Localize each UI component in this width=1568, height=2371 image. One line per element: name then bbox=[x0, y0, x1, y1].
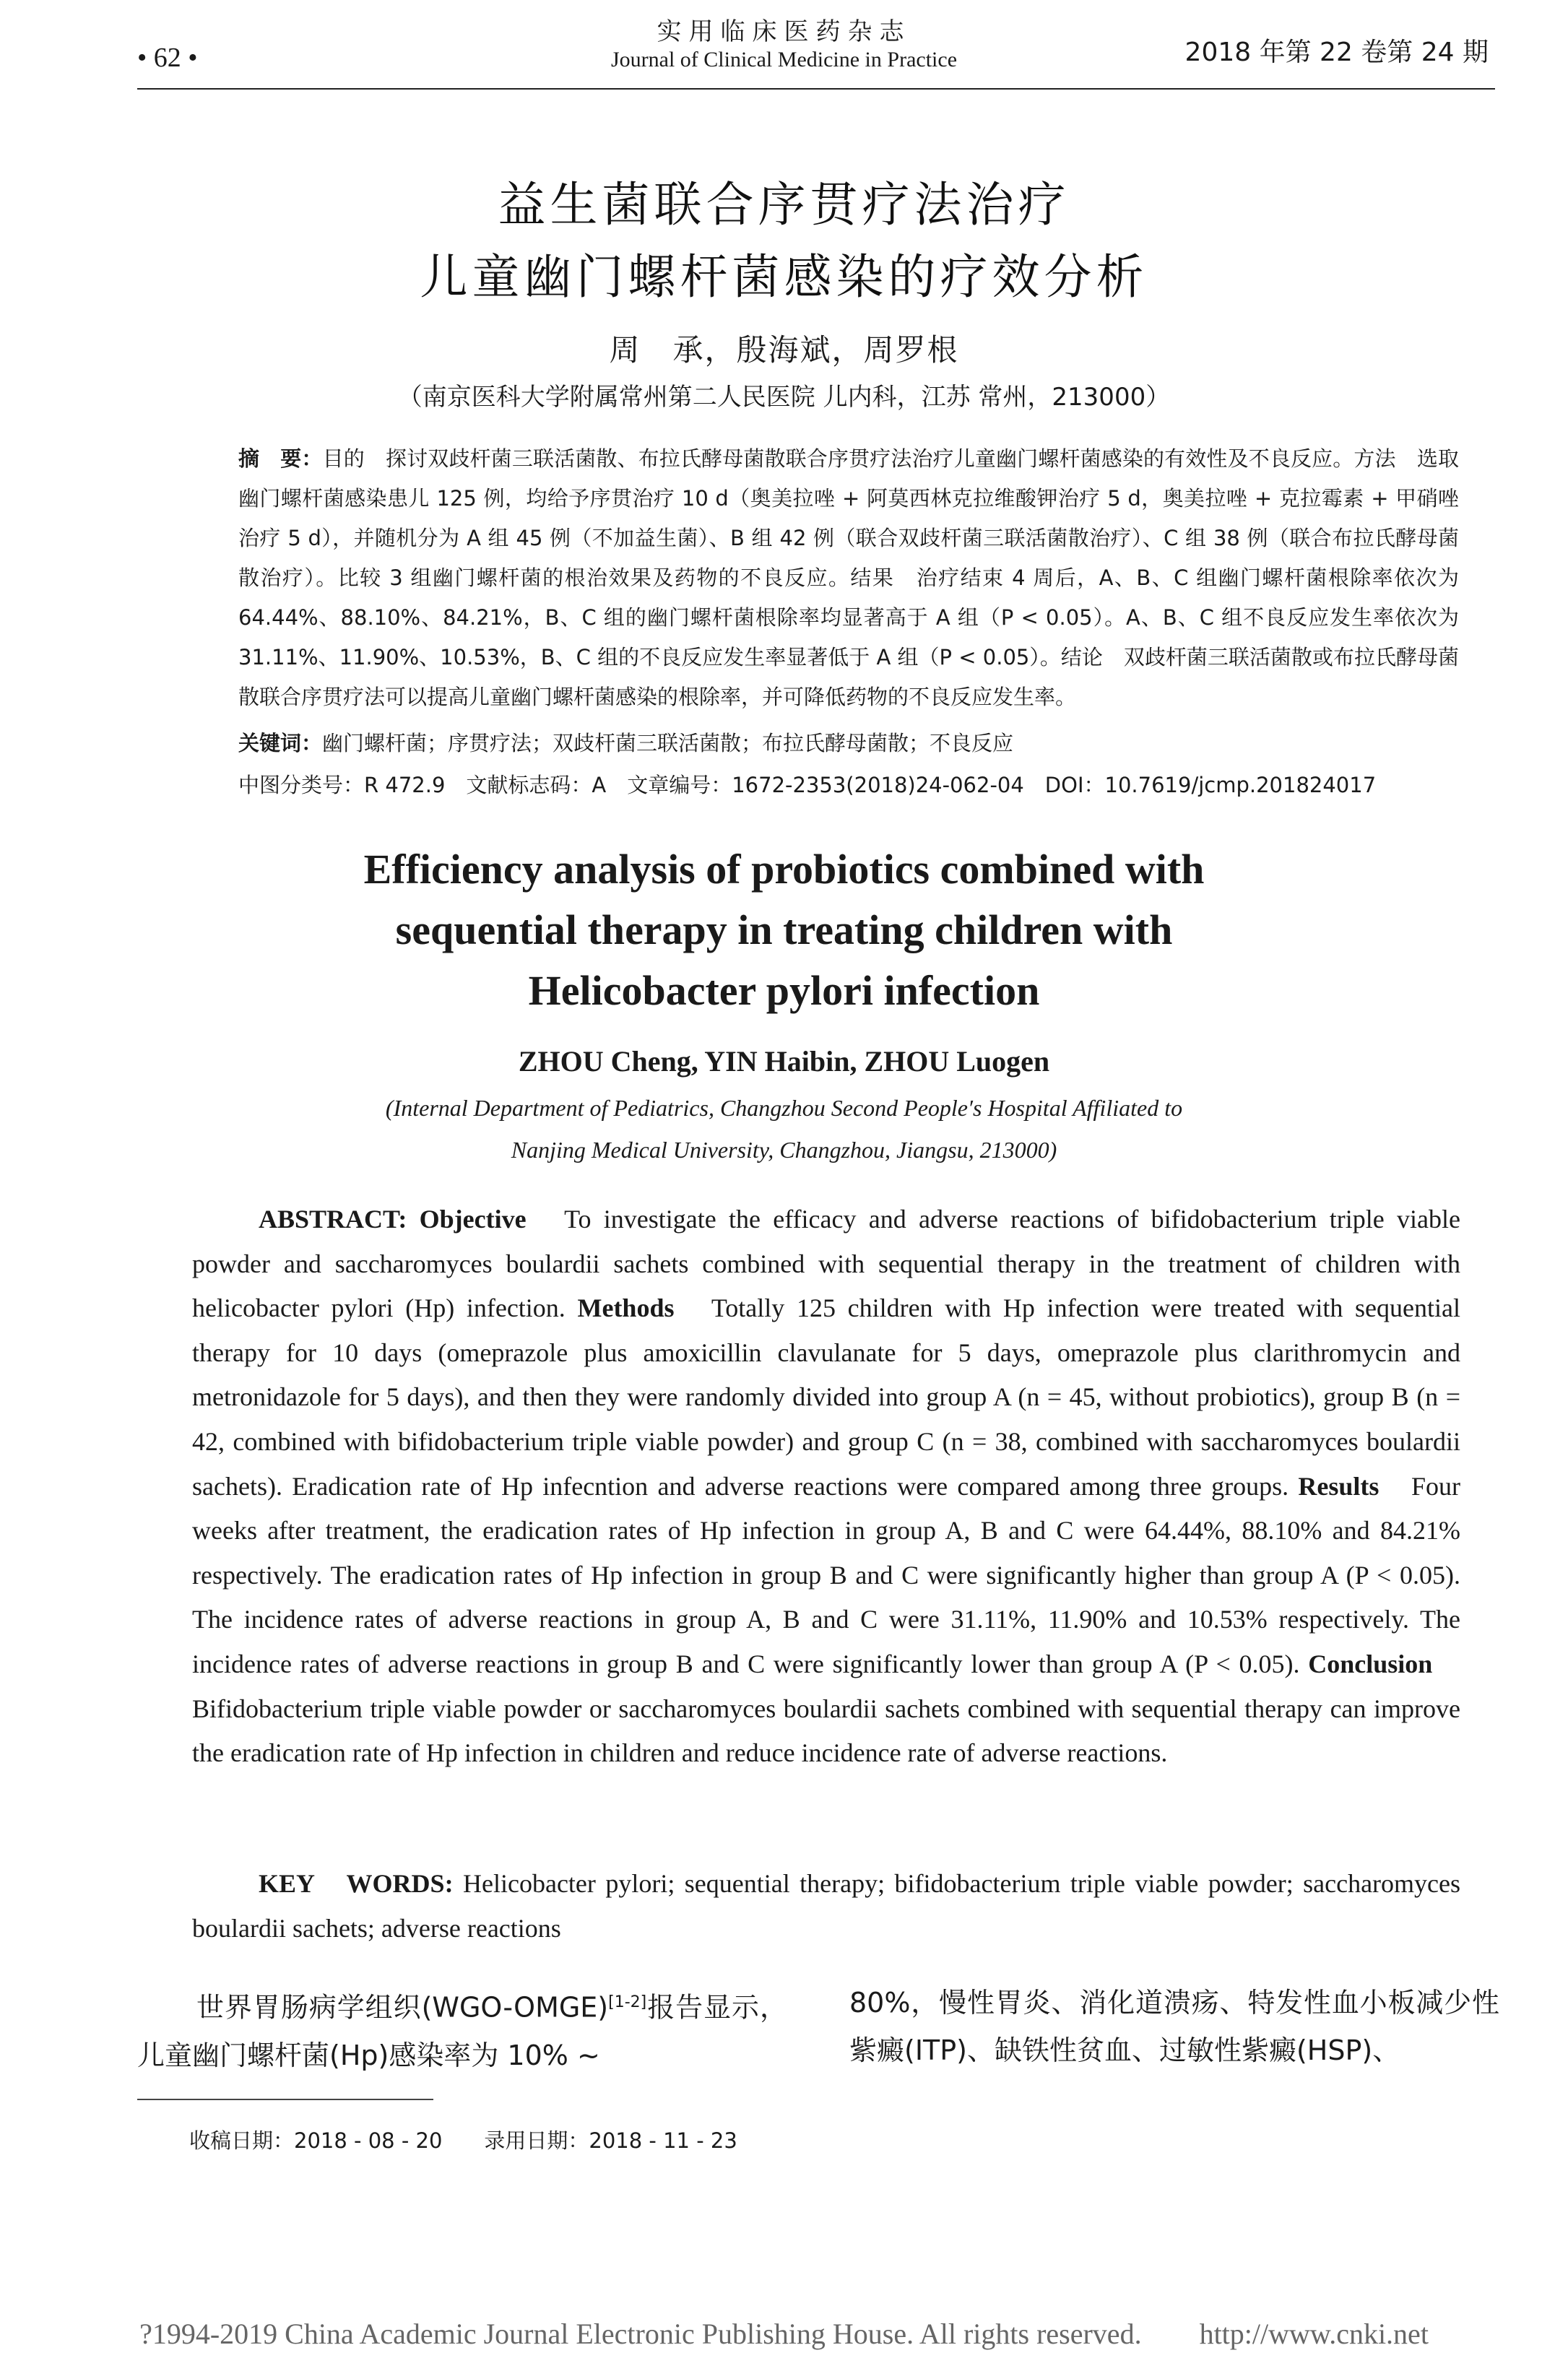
title-en-line3: Helicobacter pylori infection bbox=[528, 967, 1040, 1014]
keywords-cn-text: 幽门螺杆菌；序贯疗法；双歧杆菌三联活菌散；布拉氏酵母菌散；不良反应 bbox=[322, 731, 1014, 755]
title-cn-line1: 益生菌联合序贯疗法治疗 bbox=[498, 177, 1070, 233]
keywords-en bbox=[192, 1862, 1460, 1951]
conclusion-text: Bifidobacterium triple viable powder or saccharomyces boulardii sachets combined with sequential therapy can improve the eradication rate of Hp infection in children and reduce incidence rate of adverse reactions. bbox=[192, 1649, 1460, 1768]
results-text: Four weeks after treatment, the eradication rates of Hp infection in group A, B and C were 64.44%, 88.10% and 84.21% respectively. The eradication rates of Hp infection in group B and C were significantly higher than group A (P < 0.05). The incidence rates of adverse reactions in group A, B and C were 31.11%, 11.90% and 10.53% respectively. The incidence rates of adverse reactions in group B and C were significantly lower than group A (P < 0.05). bbox=[192, 1471, 1460, 1678]
results-label: Results bbox=[1298, 1471, 1379, 1501]
journal-name-en: Journal of Clinical Medicine in Practice bbox=[610, 48, 958, 71]
authors-cn: 周 承，殷海斌，周罗根 bbox=[609, 332, 959, 368]
received-accepted-dates: 收稿日期：2018 - 08 - 20 录用日期：2018 - 11 - 23 bbox=[189, 2128, 737, 2153]
keywords-cn bbox=[238, 724, 1459, 763]
affiliation-en-line1: (Internal Department of Pediatrics, Changzhou Second People′s Hospital Affiliated to bbox=[385, 1095, 1183, 1121]
authors-en: ZHOU Cheng, YIN Haibin, ZHOU Luogen bbox=[518, 1045, 1050, 1078]
methods-label: Methods bbox=[577, 1293, 675, 1323]
abstract-en-label: ABSTRACT: bbox=[259, 1205, 420, 1234]
objective-text: To investigate the efficacy and adverse reactions of bifidobacterium triple viable powder and saccharomyces boulardii sachets combined with sequential therapy in the treatment of children with helicobacter pylori (Hp) infection. bbox=[192, 1205, 1460, 1323]
body-left-text-a: 世界胃肠病学组织(WGO-OMGE) bbox=[196, 1991, 609, 2024]
keywords-en-label: KEY WORDS: bbox=[259, 1869, 464, 1898]
body-column-left bbox=[137, 1979, 787, 2079]
abstract-en bbox=[192, 1197, 1460, 1776]
keywords-en-text: Helicobacter pylori; sequential therapy; bifidobacterium triple viable powder; saccharomyces boulardii sachets; adverse reactions bbox=[192, 1869, 1461, 1943]
page-number: • 62 • bbox=[137, 43, 198, 73]
title-en-line2: sequential therapy in treating children with bbox=[395, 906, 1173, 953]
body-left-text-b: 报告显示，儿童幽门螺杆菌(Hp)感染率为 10% ~ bbox=[137, 1991, 787, 2071]
citation[interactable]: [1-2] bbox=[608, 1993, 647, 2011]
title-cn-line2: 儿童幽门螺杆菌感染的疗效分析 bbox=[420, 249, 1148, 305]
keywords-cn-label: 关键词： bbox=[238, 731, 323, 755]
conclusion-label: Conclusion bbox=[1308, 1649, 1433, 1678]
methods-text: Totally 125 children with Hp infection were treated with sequential therapy for 10 days (omeprazole plus amoxicillin clavulanate for 5 days, omeprazole plus clarithromycin and metronidazole for 5 days), and then they were randomly divided into group A (n = 45, without probiotics), group B (n = 42, combined with bifidobacterium triple viable powder) and group C (n = 38, combined with saccharomyces boulardii sachets). Eradication rate of Hp infecntion and adverse reactions were compared among three groups. bbox=[192, 1293, 1461, 1501]
affiliation-en-line2: Nanjing Medical University, Changzhou, Jiangsu, 213000) bbox=[511, 1137, 1057, 1163]
abstract-cn bbox=[238, 439, 1459, 717]
footnote-rule bbox=[137, 2099, 433, 2100]
abstract-cn-label: 摘 要： bbox=[238, 446, 323, 471]
objective-label: Objective bbox=[419, 1205, 527, 1234]
title-en-line1: Efficiency analysis of probiotics combined with bbox=[363, 846, 1205, 893]
abstract-cn-text: 目的 探讨双歧杆菌三联活菌散、布拉氏酵母菌散联合序贯疗法治疗儿童幽门螺杆菌感染的有效性及不良反应。方法 选取幽门螺杆菌感染患儿 125 例，均给予序贯治疗 10 d（奥美拉唑 + 阿莫西林克拉维酸钾治疗 5 d，奥美拉唑 + 克拉霉素 + 甲硝唑治疗 5 d），并随机分为 A 组 45 例（不加益生菌）、B 组 42 例（联合双歧杆菌三联活菌散治疗）、C 组 38 例（联合布拉氏酵母菌散治疗）。比较 3 组幽门螺杆菌的根治效果及药物的不良反应。结果 治疗结束 4 周后，A、B、C 组幽门螺杆菌根除率依次为 64.44%、88.10%、84.21%，B、C 组的幽门螺杆菌根除率均显著高于 A 组（P < 0.05）。A、B、C 组不良反应发生率依次为 31.11%、11.90%、10.53%，B、C 组的不良反应发生率显著低于 A 组（P < 0.05）。结论 双歧杆菌三联活菌散或布拉氏酵母菌散联合序贯疗法可以提高儿童幽门螺杆菌感染的根除率，并可降低药物的不良反应发生率。 bbox=[238, 446, 1459, 709]
copyright-footer: ?1994-2019 China Academic Journal Electronic Publishing House. All rights reserved. http://www.cnki.net bbox=[139, 2318, 1429, 2350]
affiliation-cn: （南京医科大学附属常州第二人民医院 儿内科，江苏 常州，213000） bbox=[397, 383, 1171, 412]
classification-line: 中图分类号：R 472.9 文献标志码：A 文章编号：1672-2353(2018)24-062-04 DOI：10.7619/jcmp.201824017 bbox=[238, 773, 1377, 797]
issue-info: 2018 年第 22 卷第 24 期 bbox=[1184, 38, 1489, 67]
header-rule bbox=[137, 88, 1495, 90]
body-column-right: 80%，慢性胃炎、消化道溃疡、特发性血小板减少性紫癜(ITP)、缺铁性贫血、过敏性紫癜(HSP)、 bbox=[849, 1987, 1499, 2066]
journal-name-cn: 实用临床医药杂志 bbox=[657, 17, 911, 46]
